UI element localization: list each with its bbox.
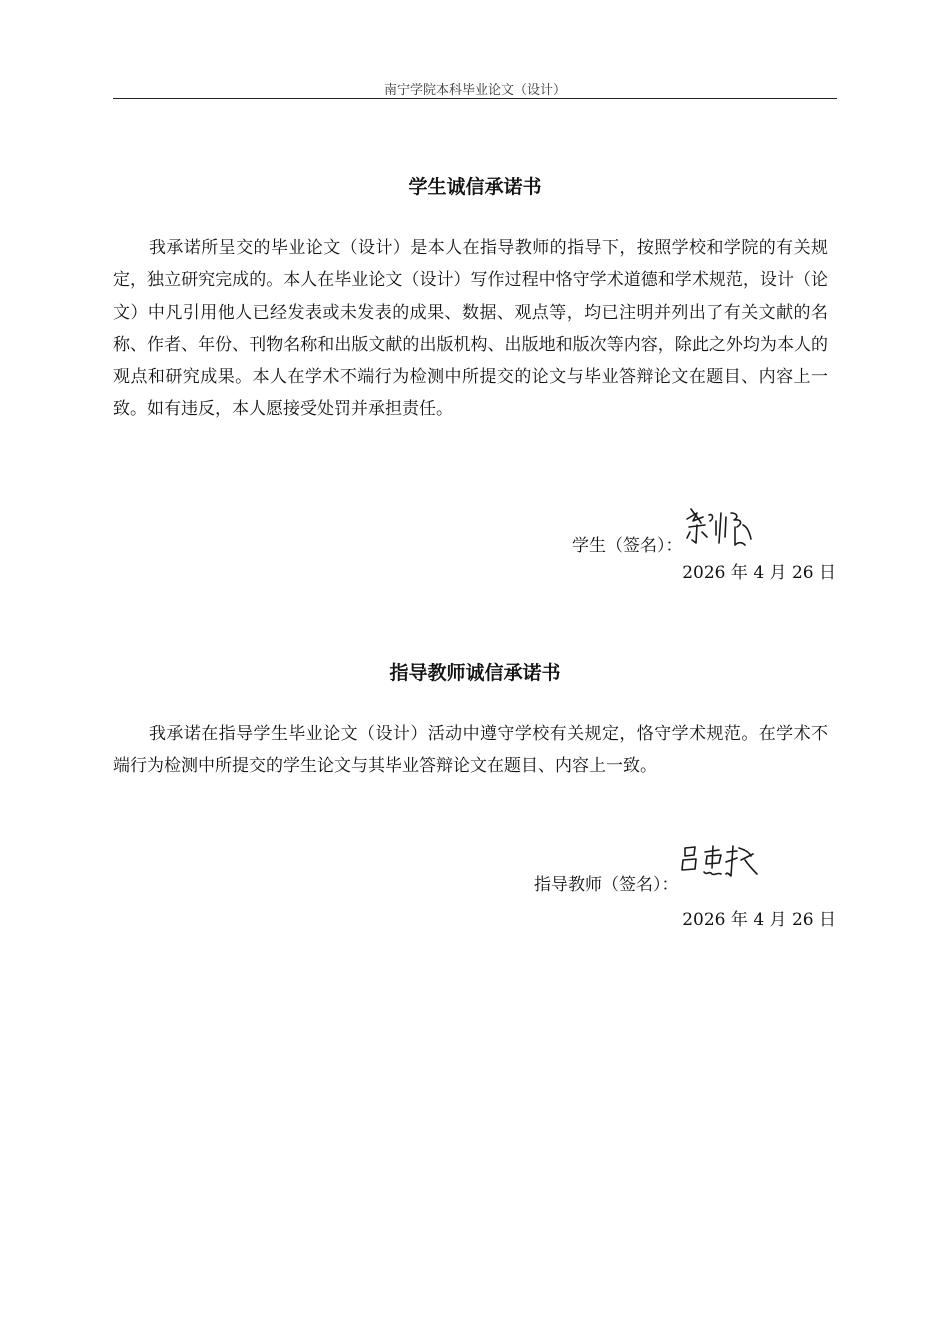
teacher-date xyxy=(682,905,836,930)
student-date-month: 4 xyxy=(753,563,765,583)
teacher-date-day-unit: 日 xyxy=(813,910,836,930)
student-date-month-unit: 月 xyxy=(764,563,792,583)
teacher-date-year: 2026 xyxy=(682,910,726,930)
student-date-day: 26 xyxy=(791,563,814,583)
student-pledge-body: 我承诺所呈交的毕业论文（设计）是本人在指导教师的指导下，按照学校和学院的有关规定，独立研究完成的。本人在毕业论文（设计）写作过程中恪守学术道德和学术规范，设计（论文）中凡引用他人已经发表或未发表的成果、数据、观点等，均已注明并列出了有关文献的名称、作者、年份、刊物名称和出版文献的出版机构、出版地和版次等内容，除此之外均为本人的观点和研究成果。本人在学术不端行为检测中所提交的论文与毕业答辩论文在题目、内容上一致。如有违反，本人愿接受处罚并承担责任。 xyxy=(113,238,828,420)
teacher-handwritten-signature xyxy=(679,842,761,887)
teacher-signature-line xyxy=(534,850,761,895)
student-signature-label: 学生（签名）： xyxy=(572,536,683,556)
teacher-date-month: 4 xyxy=(753,910,765,930)
student-handwritten-signature xyxy=(683,505,761,556)
student-date-year-unit: 年 xyxy=(725,563,754,583)
teacher-date-month-unit: 月 xyxy=(764,910,792,930)
student-signature-line xyxy=(572,505,761,556)
student-pledge-title: 学生诚信承诺书 xyxy=(408,176,542,198)
teacher-pledge-body: 我承诺在指导学生毕业论文（设计）活动中遵守学校有关规定，恪守学术规范。在学术不端行为检测中所提交的学生论文与其毕业答辩论文在题目、内容上一致。 xyxy=(113,724,828,777)
running-header: 南宁学院本科毕业论文（设计） xyxy=(383,83,566,98)
student-date-day-unit: 日 xyxy=(813,563,836,583)
header-rule xyxy=(113,98,837,99)
student-date xyxy=(682,558,836,583)
student-date-year: 2026 xyxy=(682,563,726,583)
teacher-pledge-title: 指导教师诚信承诺书 xyxy=(389,662,561,684)
teacher-signature-label: 指导教师（签名）： xyxy=(534,875,679,895)
teacher-date-year-unit: 年 xyxy=(725,910,754,930)
teacher-date-day: 26 xyxy=(791,910,814,930)
